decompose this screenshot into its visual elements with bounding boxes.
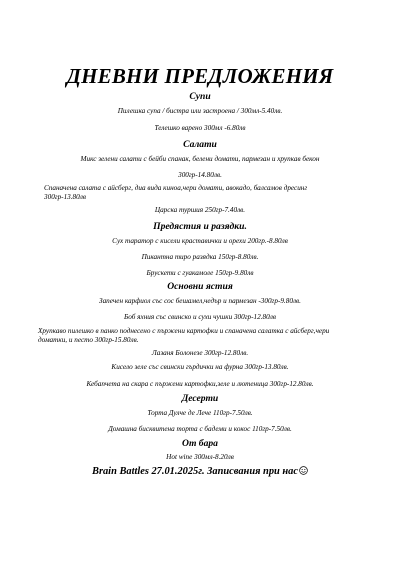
- menu-item: Хрупкаво пилешко в панко поднесено с пържени картофки и спаначена салатка с айсберг,чери доматки, и песто 300гр-15.80лв.: [38, 327, 330, 344]
- menu-item: Спаначена салата с айсберг, диа вида киноа,чери домати, авокадо, балсамов дресинг 300гр-13.80лв: [44, 184, 308, 201]
- menu-item: Микс зелени салати с бейби спанак, белени домати, пармезан и хрупкав бекон: [80, 155, 320, 163]
- menu-item: Пилешка супа / бистра или застроена / 300мл-5.40лв.: [117, 107, 283, 115]
- page-title: ДНЕВНИ ПРЕДЛОЖЕНИЯ: [66, 64, 334, 88]
- menu-item: Царска туршия 250гр-7.40лв.: [154, 206, 246, 214]
- menu-item: Брускети с гуакамоле 150гр-9.80лв: [146, 269, 254, 277]
- menu-item: Телешко варено 300мл -6.80лв: [154, 124, 246, 132]
- menu-item: Домашна бисквитена торта с бадеми и кокос 110гр-7.50лв.: [108, 425, 292, 433]
- smiley-face-icon: [299, 466, 308, 475]
- section-heading-starters: Предястия и разядки.: [153, 221, 247, 232]
- event-announcement: [0, 465, 400, 478]
- menu-item: Сух таратор с кисели краставички и орехи 200гр.-8.80лв: [112, 237, 288, 245]
- menu-item: Кебапчета на скара с пържени картофки,зеле и лютеница 300гр-12.80лв.: [86, 380, 314, 388]
- menu-item: Пикантна тиро разядка 150гр-8.80лв.: [141, 253, 259, 261]
- section-heading-salads: Салати: [183, 139, 217, 150]
- menu-item: Запечен карфиол със сос бешамел,чедър и пармезан -300гр-9.80лв.: [99, 297, 301, 305]
- event-announcement-text: Brain Battles 27.01.2025г. Записвания при нас: [92, 466, 298, 477]
- section-heading-desserts: Десерти: [181, 393, 219, 404]
- menu-item: Hot wine 300мл-8.20лв: [166, 453, 234, 461]
- menu-item: 300гр-14.80лв.: [178, 171, 222, 179]
- section-heading-soups: Супи: [189, 91, 211, 102]
- menu-item: Лазаня Болонезе 300гр-12.80лв.: [151, 349, 249, 357]
- menu-item: Боб яхния със свинско и сухи чушки 300гр-12.80лв: [124, 313, 276, 321]
- menu-item: Кисело зеле със свински гърдички на фурна 300гр-13.80лв.: [111, 363, 289, 371]
- section-heading-mains: Основни ястия: [167, 281, 233, 292]
- menu-item: Торта Дулче де Лече 110гр-7.50лв.: [147, 409, 253, 417]
- section-heading-bar: От бара: [182, 438, 218, 449]
